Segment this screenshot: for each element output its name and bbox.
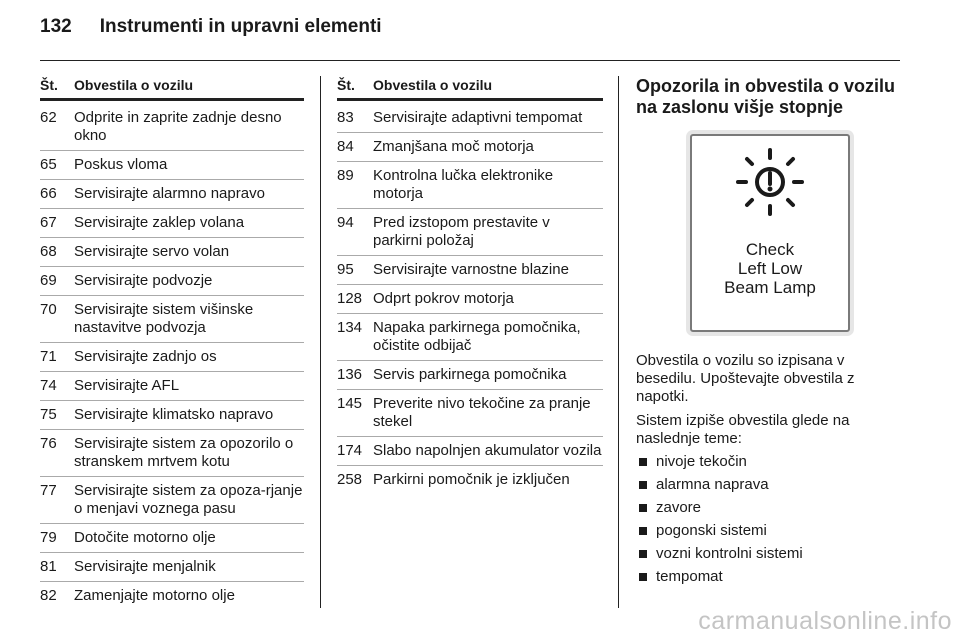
table-row: [40, 183, 304, 209]
message-number: 258: [337, 471, 363, 488]
table-header: [337, 76, 603, 101]
message-number: 136: [337, 366, 363, 383]
bullet-square-icon: [639, 573, 647, 581]
message-text: Servisirajte zaklep volana: [74, 214, 245, 231]
list-item-text: alarmna naprava: [656, 476, 769, 493]
table-row: [337, 393, 603, 437]
message-number: 67: [40, 214, 57, 231]
display-line: Left Low: [737, 259, 803, 278]
table-row: [337, 212, 603, 256]
display-line: Check: [745, 240, 795, 259]
list-item: [636, 499, 900, 517]
message-text: Poskus vloma: [74, 156, 168, 173]
message-text: Zmanjšana moč motorja: [373, 138, 534, 155]
message-text: Preverite nivo tekočine za pranje stekel: [373, 395, 591, 430]
table-row: [40, 433, 304, 477]
topics-paragraph: Sistem izpiše obvestila glede na naslednje teme:: [636, 412, 850, 447]
message-number: 77: [40, 482, 57, 499]
message-number: 65: [40, 156, 57, 173]
list-item-text: nivoje tekočin: [656, 453, 747, 470]
table-row: [337, 107, 603, 133]
list-item: [636, 568, 900, 586]
display-illustration: [690, 134, 850, 332]
message-text: Servisirajte servo volan: [74, 243, 230, 260]
message-text: Servis parkirnega pomočnika: [373, 366, 567, 383]
lamp-warning-icon: [736, 148, 804, 216]
list-item: [636, 522, 900, 540]
message-number: 134: [337, 319, 363, 336]
message-text: Servisirajte sistem višinske nastavitve podvozja: [74, 301, 254, 336]
table-row: [337, 165, 603, 209]
column-divider: [320, 76, 321, 608]
message-text: Odprite in zaprite zadnje desno okno: [74, 109, 282, 144]
table-row: [40, 270, 304, 296]
message-text: Pred izstopom prestavite v parkirni položaj: [373, 214, 550, 249]
right-message-table: [337, 76, 603, 497]
display-line: Beam Lamp: [724, 278, 816, 297]
page-header: [40, 16, 382, 38]
table-row: [337, 259, 603, 285]
list-item-text: vozni kontrolni sistemi: [656, 545, 803, 562]
message-text: Napaka parkirnega pomočnika, očistite odbijač: [373, 319, 581, 354]
list-item: [636, 453, 900, 471]
left-table-rows: [40, 107, 304, 610]
message-number: 174: [337, 442, 363, 459]
list-item-text: tempomat: [656, 568, 723, 585]
bullet-square-icon: [639, 527, 647, 535]
section-heading: Opozorila in obvestila o vozilu na zaslonu višje stopnje: [636, 76, 896, 117]
bullet-square-icon: [639, 550, 647, 558]
message-number: 145: [337, 395, 363, 412]
message-text: Servisirajte sistem za opozorilo o stranskem mrtvem kotu: [74, 435, 294, 470]
table-row: [40, 556, 304, 582]
display-message: [692, 240, 848, 297]
message-number: 76: [40, 435, 57, 452]
table-row: [40, 299, 304, 343]
header-rule: [40, 60, 900, 61]
message-number: 84: [337, 138, 354, 155]
message-number: 62: [40, 109, 57, 126]
message-number: 81: [40, 558, 57, 575]
message-text: Parkirni pomočnik je izključen: [373, 471, 570, 488]
column-divider: [618, 76, 619, 608]
column-number-header: Št.: [337, 77, 355, 93]
table-row: [337, 469, 603, 494]
column-message-header: Obvestila o vozilu: [74, 77, 194, 93]
message-text: Kontrolna lučka elektronike motorja: [373, 167, 554, 202]
message-text: Servisirajte alarmno napravo: [74, 185, 265, 202]
topic-list: [636, 453, 900, 591]
message-number: 66: [40, 185, 57, 202]
message-text: Dotočite motorno olje: [74, 529, 216, 546]
list-item: [636, 545, 900, 563]
message-number: 75: [40, 406, 57, 423]
table-row: [337, 288, 603, 314]
bullet-square-icon: [639, 504, 647, 512]
table-header: [40, 76, 304, 101]
message-text: Servisirajte varnostne blazine: [373, 261, 569, 278]
message-text: Servisirajte menjalnik: [74, 558, 216, 575]
message-number: 71: [40, 348, 57, 365]
right-table-rows: [337, 107, 603, 494]
message-text: Servisirajte AFL: [74, 377, 180, 394]
list-item-text: pogonski sistemi: [656, 522, 767, 539]
message-text: Servisirajte adaptivni tempomat: [373, 109, 583, 126]
message-number: 83: [337, 109, 354, 126]
intro-paragraph: Obvestila o vozilu so izpisana v besedilu. Upoštevajte obvestila z napotki.: [636, 352, 855, 405]
table-row: [40, 375, 304, 401]
message-text: Odprt pokrov motorja: [373, 290, 514, 307]
left-message-table: [40, 76, 304, 613]
message-text: Zamenjajte motorno olje: [74, 587, 235, 604]
table-row: [337, 317, 603, 361]
message-number: 89: [337, 167, 354, 184]
column-number-header: Št.: [40, 77, 58, 93]
table-row: [40, 346, 304, 372]
section-column: [636, 76, 900, 118]
table-row: [40, 480, 304, 524]
message-number: 69: [40, 272, 57, 289]
message-number: 79: [40, 529, 57, 546]
message-text: Slabo napolnjen akumulator vozila: [373, 442, 602, 459]
message-text: Servisirajte podvozje: [74, 272, 213, 289]
message-text: Servisirajte klimatsko napravo: [74, 406, 274, 423]
list-item: [636, 476, 900, 494]
message-number: 70: [40, 301, 57, 318]
table-row: [40, 107, 304, 151]
table-row: [337, 136, 603, 162]
bullet-square-icon: [639, 481, 647, 489]
table-row: [40, 404, 304, 430]
table-row: [40, 527, 304, 553]
table-row: [40, 212, 304, 238]
column-message-header: Obvestila o vozilu: [373, 77, 493, 93]
table-row: [40, 241, 304, 267]
message-text: Servisirajte zadnjo os: [74, 348, 217, 365]
page-title: Instrumenti in upravni elementi: [99, 16, 382, 37]
watermark: carmanualsonline.info: [698, 607, 952, 635]
bullet-square-icon: [639, 458, 647, 466]
list-item-text: zavore: [656, 499, 702, 516]
message-number: 68: [40, 243, 57, 260]
table-row: [337, 440, 603, 466]
message-number: 95: [337, 261, 354, 278]
message-number: 74: [40, 377, 57, 394]
message-number: 128: [337, 290, 363, 307]
page-number: 132: [40, 16, 72, 37]
table-row: [40, 585, 304, 610]
message-number: 94: [337, 214, 354, 231]
message-text: Servisirajte sistem za opoza-rjanje o menjavi voznega pasu: [74, 482, 303, 517]
message-number: 82: [40, 587, 57, 604]
table-row: [40, 154, 304, 180]
table-row: [337, 364, 603, 390]
